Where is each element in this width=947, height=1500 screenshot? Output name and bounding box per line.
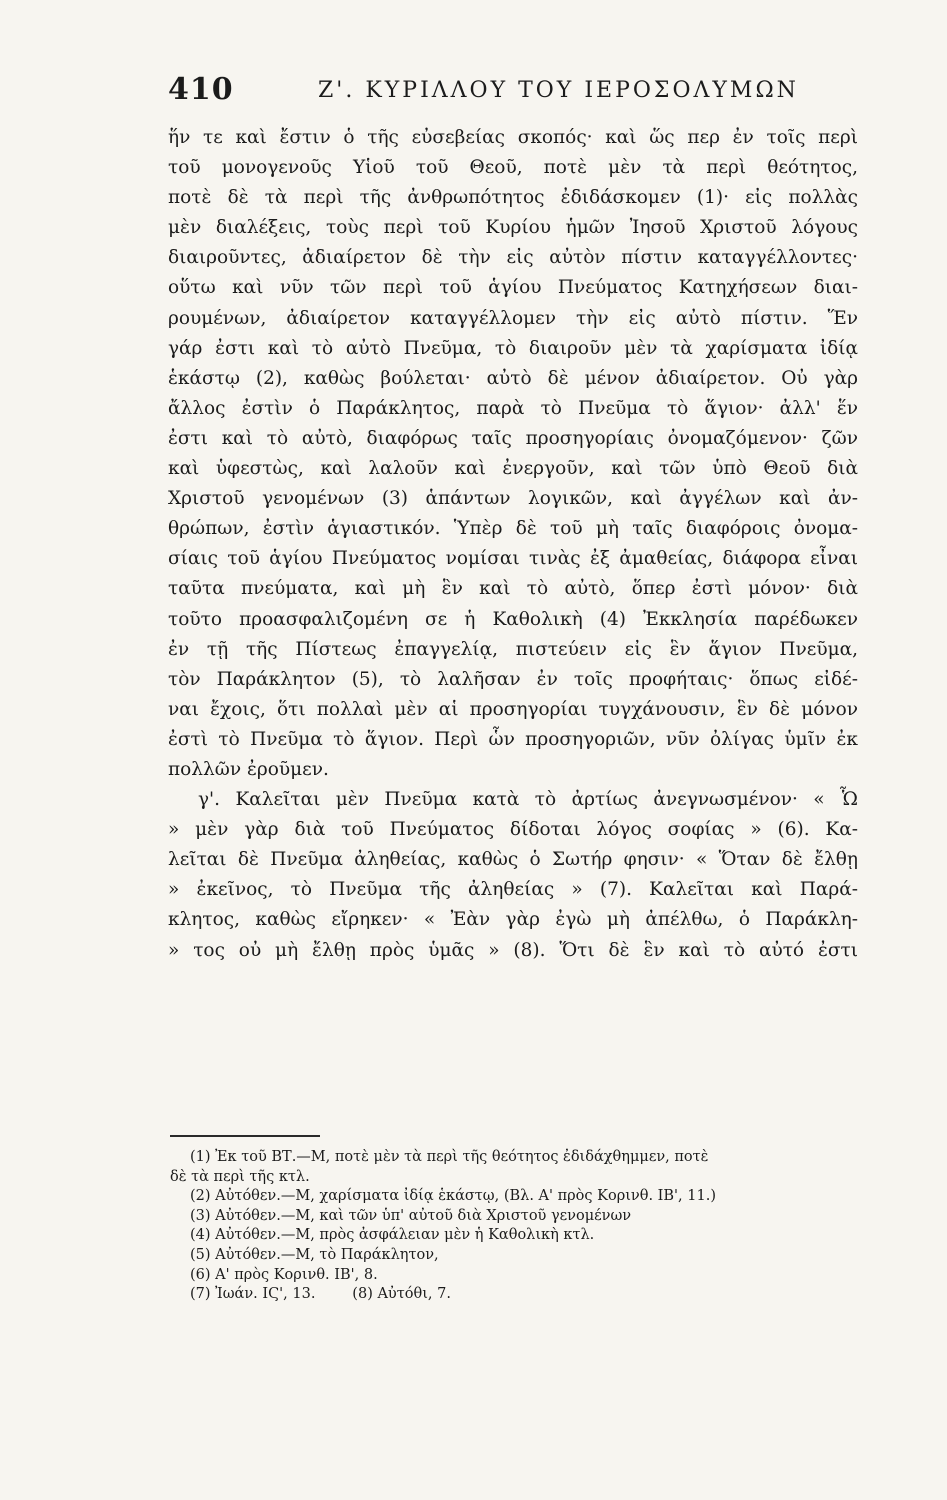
text-line: σίαις τοῦ ἁγίου Πνεύματος νομίσαι τινὰς ἐξ ἀμαθείας, διάφορα εἶναι	[168, 548, 858, 570]
text-line: ἐστι καὶ τὸ αὐτὸ, διαφόρως ταῖς προσηγορίαις ὀνομαζόμενον· ζῶν	[168, 427, 858, 449]
footnote-line: (3) Αὐτόθεν.—Μ, καὶ τῶν ὑπ' αὐτοῦ διὰ Χριστοῦ γενομένων	[190, 1207, 632, 1224]
text-line: τὸν Παράκλητον (5), τὸ λαλῆσαν ἐν τοῖς προφήταις· ὅπως εἰδέ-	[168, 668, 858, 690]
page-number: 410	[168, 72, 234, 107]
text-line: κλητος, καθὼς εἴρηκεν· « Ἐὰν γὰρ ἐγὼ μὴ ἀπέλθω, ὁ Παράκλη-	[168, 909, 858, 931]
text-line: » ἐκεῖνος, τὸ Πνεῦμα τῆς ἀληθείας » (7). Καλεῖται καὶ Παρά-	[168, 879, 858, 901]
footnote-line: (1) Ἐκ τοῦ ΒΤ.—Μ, ποτὲ μὲν τὰ περὶ τῆς θεότητος ἐδιδάχθημμεν, ποτὲ	[190, 1149, 709, 1165]
text-line: οὕτω καὶ νῦν τῶν περὶ τοῦ ἁγίου Πνεύματος Κατηχήσεων διαι-	[168, 277, 858, 299]
page-header	[168, 60, 860, 110]
running-head: Ζ'. ΚΥΡΙΛΛΟΥ ΤΟΥ ΙΕΡΟΣΟΛΥΜΩΝ	[318, 78, 799, 103]
text-line: μὲν διαλέξεις, τοὺς περὶ τοῦ Κυρίου ἡμῶν Ἰησοῦ Χριστοῦ λόγους	[168, 217, 858, 239]
section-start-line: γ'. Καλεῖται μὲν Πνεῦμα κατὰ τὸ ἀρτίως ἀνεγνωσμένον· « Ὧ	[198, 789, 858, 811]
text-line: ἑκάστῳ (2), καθὼς βούλεται· αὐτὸ δὲ μένον ἀδιαίρετον. Οὐ γὰρ	[168, 367, 858, 389]
footnote-line: (7) Ἰωάν. ΙϚ', 13. (8) Αὐτόθι, 7.	[190, 1286, 451, 1303]
footnote-line: (6) Α' πρὸς Κορινθ. ΙΒ', 8.	[190, 1266, 378, 1283]
text-line: τοῦτο προασφαλιζομένη σε ἡ Καθολικὴ (4) Ἐκκλησία παρέδωκεν	[168, 608, 858, 630]
text-line: ἐστὶ τὸ Πνεῦμα τὸ ἅγιον. Περὶ ὧν προσηγοριῶν, νῦν ὀλίγας ὑμῖν ἐκ	[168, 728, 858, 750]
text-line: ἄλλος ἐστὶν ὁ Παράκλητος, παρὰ τὸ Πνεῦμα τὸ ἅγιον· ἀλλ' ἕν	[168, 397, 858, 419]
text-line: λεῖται δὲ Πνεῦμα ἀληθείας, καθὼς ὁ Σωτήρ φησιν· « Ὅταν δὲ ἔλθῃ	[168, 849, 858, 871]
footnotes	[170, 1148, 860, 1305]
text-line: διαιροῦντες, ἀδιαίρετον δὲ τὴν εἰς αὐτὸν πίστιν καταγγέλλοντες·	[168, 247, 858, 269]
footnote-line: (4) Αὐτόθεν.—Μ, πρὸς ἀσφάλειαν μὲν ἡ Καθολικὴ κτλ.	[190, 1227, 595, 1244]
text-line: ἐν τῇ τῆς Πίστεως ἐπαγγελίᾳ, πιστεύειν εἰς ἓν ἅγιον Πνεῦμα,	[168, 638, 858, 660]
text-line: ναι ἔχοις, ὅτι πολλαὶ μὲν αἱ προσηγορίαι τυγχάνουσιν, ἓν δὲ μόνον	[168, 698, 858, 720]
footnote-line: (5) Αὐτόθεν.—Μ, τὸ Παράκλητον,	[190, 1246, 439, 1263]
text-line: ρουμένων, ἀδιαίρετον καταγγέλλομεν τὴν εἰς αὐτὸ πίστιν. Ἕν	[168, 307, 858, 329]
footnote-line: (2) Αὐτόθεν.—Μ, χαρίσματα ἰδίᾳ ἑκάστῳ, (Βλ. Α' πρὸς Κορινθ. ΙΒ', 11.)	[190, 1188, 716, 1205]
text-line: ἥν τε καὶ ἔστιν ὁ τῆς εὐσεβείας σκοπός· καὶ ὥς περ ἐν τοῖς περὶ	[168, 127, 858, 148]
footnote-continuation: δὲ τὰ περὶ τῆς κτλ.	[170, 1168, 310, 1185]
text-line: καὶ ὑφεστὼς, καὶ λαλοῦν καὶ ἐνεργοῦν, καὶ τῶν ὑπὸ Θεοῦ διὰ	[168, 458, 858, 480]
main-text	[168, 123, 858, 966]
text-line: ποτὲ δὲ τὰ περὶ τῆς ἀνθρωπότητος ἐδιδάσκομεν (1)· εἰς πολλὰς	[168, 187, 858, 209]
text-line: γάρ ἐστι καὶ τὸ αὐτὸ Πνεῦμα, τὸ διαιροῦν μὲν τὰ χαρίσματα ἰδίᾳ	[168, 337, 858, 359]
text-line: ταῦτα πνεύματα, καὶ μὴ ἓν καὶ τὸ αὐτὸ, ὅπερ ἐστὶ μόνον· διὰ	[168, 578, 858, 600]
text-line: Χριστοῦ γενομένων (3) ἁπάντων λογικῶν, καὶ ἀγγέλων καὶ ἀν-	[168, 488, 858, 510]
paragraph-end-line: πολλῶν ἐροῦμεν.	[168, 758, 329, 780]
text-line: θρώπων, ἐστὶν ἁγιαστικόν. Ὑπὲρ δὲ τοῦ μὴ ταῖς διαφόροις ὀνομα-	[168, 518, 858, 540]
text-line: » μὲν γὰρ διὰ τοῦ Πνεύματος δίδοται λόγος σοφίας » (6). Κα-	[168, 819, 858, 841]
footnote-rule	[170, 1135, 320, 1137]
text-line: τοῦ μονογενοῦς Υἱοῦ τοῦ Θεοῦ, ποτὲ μὲν τὰ περὶ θεότητος,	[168, 157, 858, 179]
text-line: » τος οὐ μὴ ἔλθῃ πρὸς ὑμᾶς » (8). Ὅτι δὲ ἓν καὶ τὸ αὐτό ἐστι	[168, 939, 858, 961]
